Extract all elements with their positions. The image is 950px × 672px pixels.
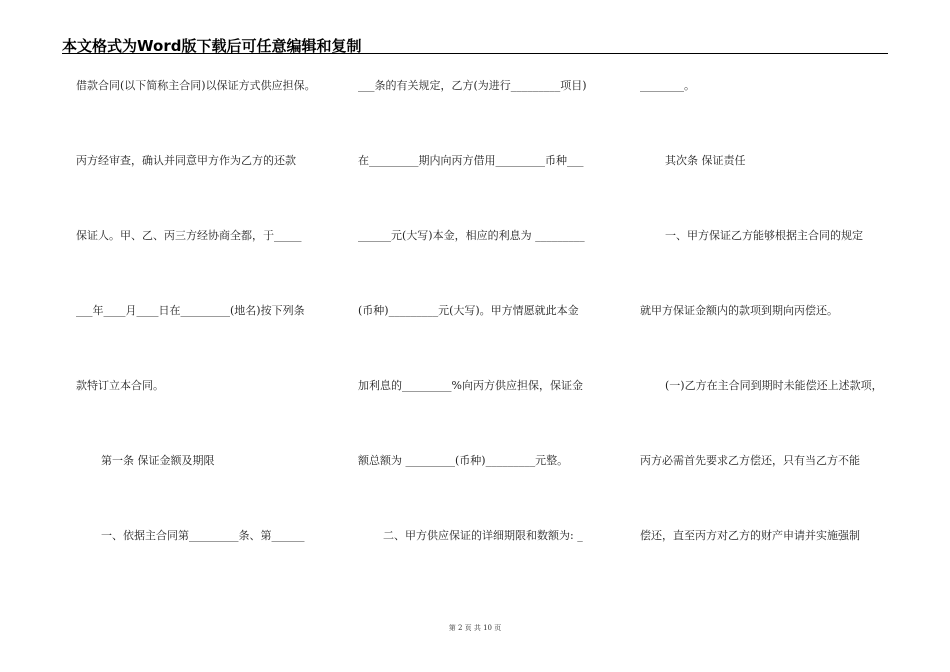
column-3-line-4: 就甲方保证金额内的款项到期向丙偿还。 [640,304,838,317]
column-3-line-3: 一、甲方保证乙方能够根据主合同的规定 [665,229,863,242]
column-3-line-5: (一)乙方在主合同到期时未能偿还上述款项， [665,379,883,392]
section-heading-article-2: 其次条 保证责任 [665,154,746,167]
header-divider [62,53,888,54]
document-header-title: 本文格式为Word版下载后可任意编辑和复制 [62,37,362,55]
column-1-line-1: 借款合同(以下简称主合同)以保证方式供应担保。 [76,79,316,92]
column-1-line-5: 款特订立本合同。 [76,379,164,392]
column-2-line-6: 额总额为 _________(币种)_________元整。 [358,454,569,467]
column-3-line-6: 丙方必需首先要求乙方偿还，只有当乙方不能 [640,454,860,467]
column-1-line-2: 丙方经审查，确认并同意甲方作为乙方的还款 [76,154,296,167]
column-1-line-3: 保证人。甲、乙、丙三方经协商全都，于_____ [76,229,302,242]
section-heading-article-1: 第一条 保证金额及期限 [101,454,215,467]
column-2-line-4: (币种)_________元(大写)。甲方情愿就此本金 [358,304,579,317]
column-3-line-7: 偿还，直至丙方对乙方的财产申请并实施强制 [640,529,860,542]
column-2-line-5: 加利息的_________%向丙方供应担保，保证金 [358,379,583,392]
column-2-line-3: ______元(大写)本金，相应的利息为 _________ [358,229,585,242]
page-number-footer: 第 2 页 共 10 页 [448,624,502,632]
column-1-line-7: 一、依据主合同第_________条、第______ [101,529,305,542]
column-1-line-4: ___年____月____日在_________(地名)按下列条 [76,304,305,317]
column-2-line-7: 二、甲方供应保证的详细期限和数额为: _ [383,529,583,542]
column-2-line-1: ___条的有关规定，乙方(为进行_________项目) [358,79,587,92]
column-3-line-1: ________。 [640,79,695,92]
column-2-line-2: 在_________期内向丙方借用_________币种___ [358,154,584,167]
